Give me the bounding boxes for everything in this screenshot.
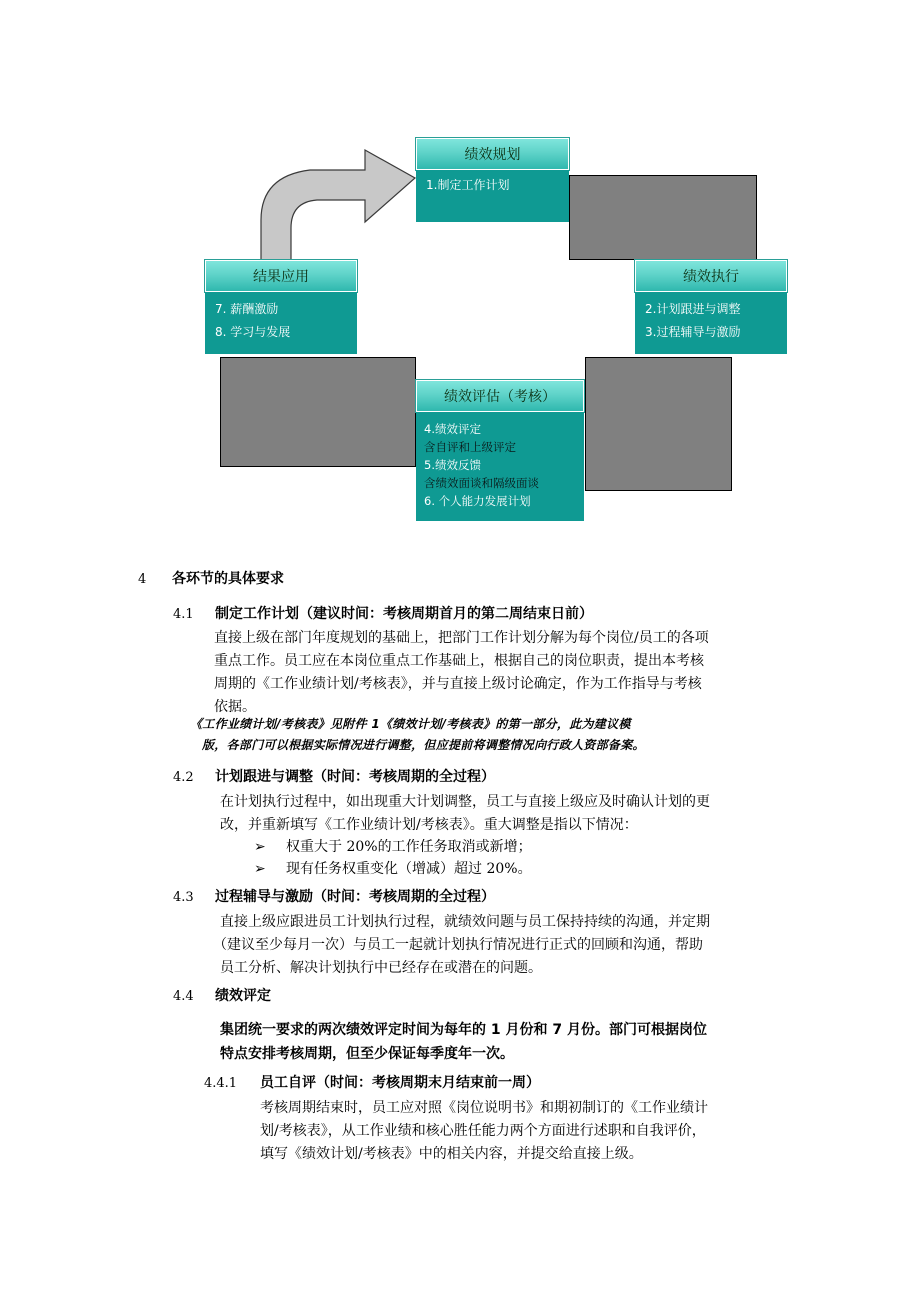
stage-execution-item: 3.过程辅导与激励 xyxy=(645,325,741,339)
section-4-1-heading: 4.1 制定工作计划（建议时间：考核周期首月的第二周结束日前） xyxy=(173,606,593,622)
section-4-3-heading: 4.3 过程辅导与激励（时间：考核周期的全过程） xyxy=(173,889,495,905)
stage-planning-item: 1.制定工作计划 xyxy=(426,178,510,192)
placeholder-box-bottom-right xyxy=(585,357,732,491)
placeholder-box-top-right xyxy=(569,175,757,260)
stage-execution xyxy=(635,260,787,354)
arrow-bullet-icon: ➢ xyxy=(254,839,266,855)
list-item: ➢ 权重大于 20%的工作任务取消或新增； xyxy=(254,836,532,858)
stage-evaluation-item: 5.绩效反馈 xyxy=(424,458,481,472)
stage-planning-title: 绩效规划 xyxy=(416,138,569,170)
section-4-1-body: 直接上级在部门年度规划的基础上，把部门工作计划分解为每个岗位/员工的各项 重点工作。员工应在本岗位重点工作基础上，根据自己的岗位职责，提出本考核 周期的《工作业绩计划/考核表》，并与直接上级讨论确定，作为工作指导与考核 依据。 xyxy=(214,630,709,715)
stage-evaluation-item: 6. 个人能力发展计划 xyxy=(424,494,531,508)
stage-execution-item: 2.计划跟进与调整 xyxy=(645,302,741,316)
stage-evaluation-item: 含绩效面谈和隔级面谈 xyxy=(424,476,539,490)
stage-evaluation-item: 含自评和上级评定 xyxy=(424,440,516,454)
list-item: ➢ 现有任务权重变化（增减）超过 20%。 xyxy=(254,858,532,880)
section-4-2-body: 在计划执行过程中，如出现重大计划调整，员工与直接上级应及时确认计划的更 改，并重新填写《工作业绩计划/考核表》。重大调整是指以下情况： xyxy=(220,794,710,833)
stage-application-item: 8. 学习与发展 xyxy=(215,325,291,339)
section-4-3-body: 直接上级应跟进员工计划执行过程，就绩效问题与员工保持持续的沟通，并定期 （建议至少每月一次）与员工一起就计划执行情况进行正式的回顾和沟通，帮助 员工分析、解决计划执行中已经存在或潜在的问题。 xyxy=(213,914,710,976)
section-4-4-1-title: 员工自评（时间：考核周期末月结束前一周） xyxy=(260,1075,540,1091)
section-4-1-note: 《工作业绩计划/考核表》见附件 1《绩效计划/考核表》的第一部分，此为建议模 版，各部门可以根据实际情况进行调整，但应提前将调整情况向行政人资部备案。 xyxy=(190,717,645,752)
stage-planning xyxy=(416,138,569,222)
section-4-2-heading: 4.2 计划跟进与调整（时间：考核周期的全过程） xyxy=(173,769,495,785)
section-4-2-title: 计划跟进与调整（时间：考核周期的全过程） xyxy=(215,769,495,785)
section-4-4-1-body: 考核周期结束时，员工应对照《岗位说明书》和期初制订的《工作业绩计 划/考核表》，从工作业绩和核心胜任能力两个方面进行述职和自我评价， 填写《绩效计划/考核表》中的相关内容，并提交给直接上级。 xyxy=(260,1100,708,1162)
section-4-4-title: 绩效评定 xyxy=(215,988,271,1004)
cycle-arrow-icon xyxy=(255,148,420,263)
stage-evaluation-item: 4.绩效评定 xyxy=(424,422,481,436)
stage-application-item: 7. 薪酬激励 xyxy=(215,302,279,316)
section-4-1-title: 制定工作计划（建议时间：考核周期首月的第二周结束日前） xyxy=(215,606,593,622)
stage-application xyxy=(205,260,357,354)
arrow-bullet-icon: ➢ xyxy=(254,861,266,877)
section-4-2-bullets xyxy=(254,836,532,880)
section-4-heading: 4 各环节的具体要求 xyxy=(138,571,284,587)
placeholder-box-bottom-left xyxy=(220,357,416,467)
stage-evaluation xyxy=(416,380,584,521)
stage-evaluation-title: 绩效评估（考核） xyxy=(416,380,584,412)
section-4-4-heading: 4.4 绩效评定 xyxy=(173,988,271,1004)
section-4-title: 各环节的具体要求 xyxy=(172,571,284,587)
stage-execution-title: 绩效执行 xyxy=(635,260,787,292)
stage-application-title: 结果应用 xyxy=(205,260,357,292)
section-4-4-1-heading: 4.4.1 员工自评（时间：考核周期末月结束前一周） xyxy=(204,1075,540,1091)
section-4-3-title: 过程辅导与激励（时间：考核周期的全过程） xyxy=(215,889,495,905)
section-4-4-body: 集团统一要求的两次绩效评定时间为每年的 1 月份和 7 月份。部门可根据岗位 特点安排考核周期，但至少保证每季度年一次。 xyxy=(220,1022,707,1062)
